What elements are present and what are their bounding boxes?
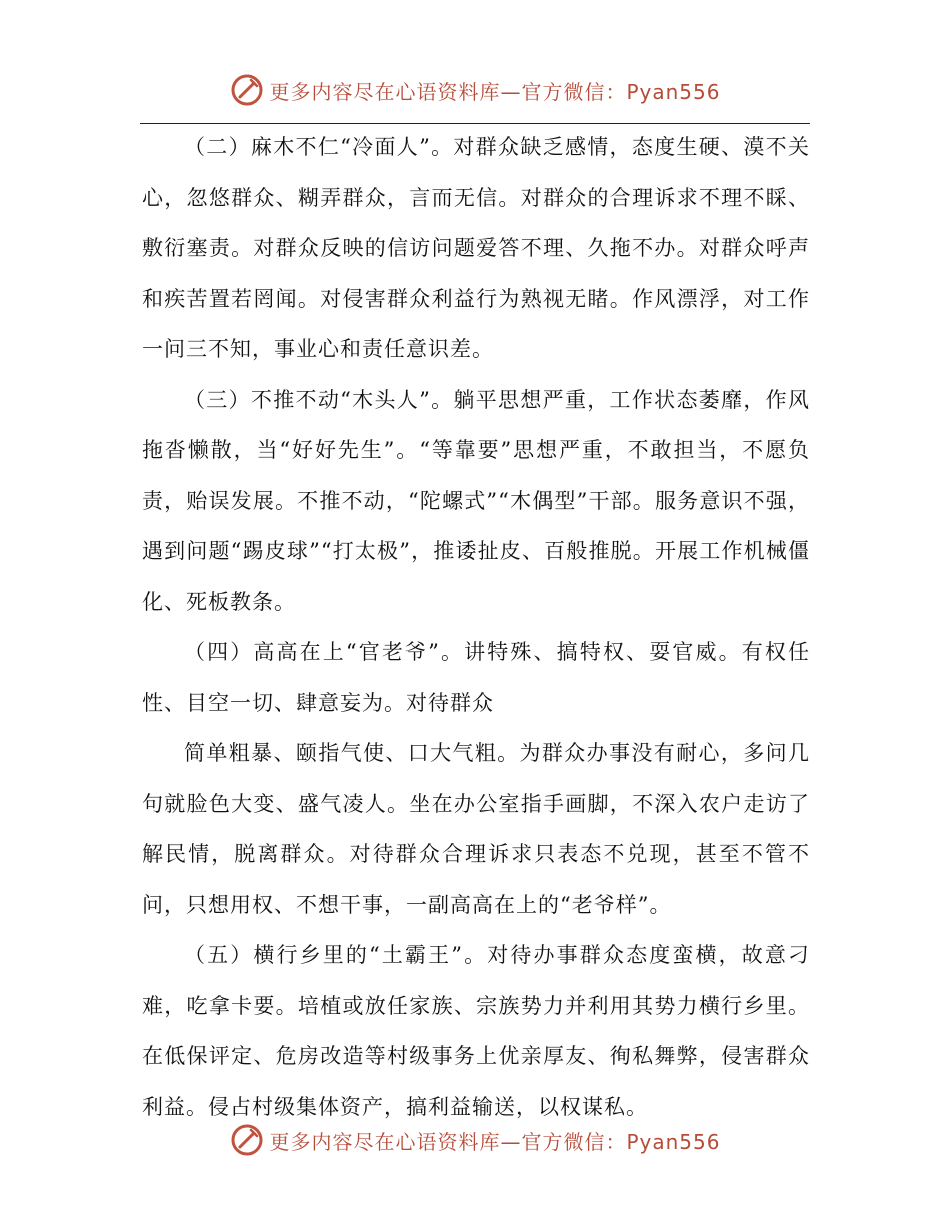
logo-icon	[229, 1122, 265, 1158]
header-banner	[0, 68, 950, 112]
header-banner-text: 更多内容尽在心语资料库—官方微信：Pyan556	[269, 79, 721, 104]
paragraph-4: （四）高高在上“官老爷”。讲特殊、搞特权、耍官威。有权任性、目空一切、肆意妄为。对待群众	[142, 640, 810, 715]
document-body	[142, 122, 810, 1132]
paragraph-3: （三）不推不动“木头人”。躺平思想严重，工作状态萎靡，作风拖沓懒散，当“好好先生”。“等靠要”思想严重，不敢担当，不愿负责，贻误发展。不推不动，“陀螺式”“木偶型”干部。服务意识不强，遇到问题“踢皮球”“打太极”，推诿扯皮、百般推脱。开展工作机械僵化、死板教条。	[142, 387, 810, 614]
paragraph-2: （二）麻木不仁“冷面人”。对群众缺乏感情，态度生硬、漠不关心，忽悠群众、糊弄群众，言而无信。对群众的合理诉求不理不睬、敷衍塞责。对群众反映的信访问题爱答不理、久拖不办。对群众呼声和疾苦置若罔闻。对侵害群众利益行为熟视无睹。作风漂浮，对工作一问三不知，事业心和责任意识差。	[142, 135, 810, 361]
paragraph-5: （五）横行乡里的“土霸王”。对待办事群众态度蛮横，故意刁难，吃拿卡要。培植或放任家族、宗族势力并利用其势力横行乡里。在低保评定、危房改造等村级事务上优亲厚友、徇私舞弊，侵害群众利益。侵占村级集体资产，搞利益输送，以权谋私。	[142, 943, 810, 1119]
paragraph-4-continued: 简单粗暴、颐指气使、口大气粗。为群众办事没有耐心，多问几句就脸色大变、盛气凌人。坐在办公室指手画脚，不深入农户走访了解民情，脱离群众。对待群众合理诉求只表态不兑现，甚至不管不问，只想用权、不想干事，一副高高在上的“老爷样”。	[142, 741, 810, 917]
footer-banner-text: 更多内容尽在心语资料库—官方微信：Pyan556	[269, 1129, 721, 1154]
logo-icon	[229, 72, 265, 108]
footer-banner	[0, 1118, 950, 1162]
